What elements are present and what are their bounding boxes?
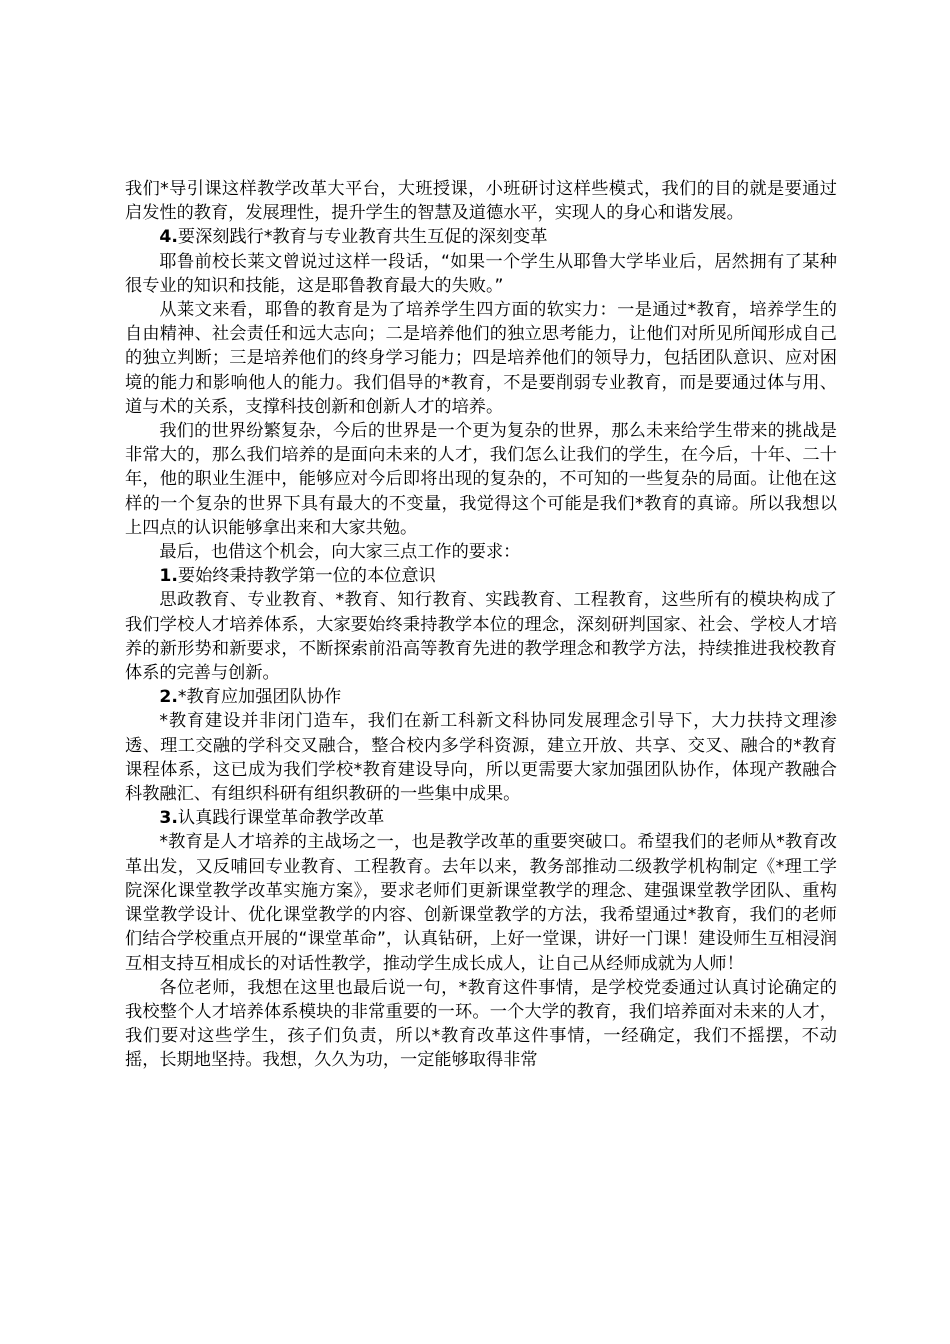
- document-body: [125, 177, 837, 1073]
- paragraph: 我们*导引课这样教学改革大平台，大班授课，小班研讨这样些模式，我们的目的就是要通过启发性的教育，发展理性，提升学生的智慧及道德水平，实现人的身心和谐发展。: [125, 179, 837, 224]
- section-heading: [125, 685, 837, 709]
- section-title: 要始终秉持教学第一位的本位意识: [177, 566, 436, 587]
- section-number: 4.: [159, 227, 178, 248]
- section-heading: [125, 225, 837, 249]
- paragraph: 从莱文来看，耶鲁的教育是为了培养学生四方面的软实力：一是通过*教育，培养学生的自由精神、社会责任和远大志向；二是培养他们的独立思考能力，让他们对所见所闻形成自己的独立判断；三是培养他们的终身学习能力；四是培养他们的领导力，包括团队意识、应对困境的能力和影响他人的能力。我们倡导的*教育，不是要削弱专业教育，而是要通过体与用、道与术的关系，支撑科技创新和创新人才的培养。: [125, 300, 837, 417]
- section-heading: [125, 806, 837, 830]
- paragraph: 我们的世界纷繁复杂，今后的世界是一个更为复杂的世界，那么未来给学生带来的挑战是非常大的，那么我们培养的是面向未来的人才，我们怎么让我们的学生，在今后，十年、二十年，他的职业生涯中，能够应对今后即将出现的复杂的，不可知的一些复杂的局面。让他在这样的一个复杂的世界下具有最大的不变量，我觉得这个可能是我们*教育的真谛。所以我想以上四点的认识能够拿出来和大家共勉。: [125, 421, 837, 538]
- paragraph: *教育建设并非闭门造车，我们在新工科新文科协同发展理念引导下，大力扶持文理渗透、理工交融的学科交叉融合，整合校内多学科资源，建立开放、共享、交叉、融合的*教育课程体系，这已成为我们学校*教育建设导向，所以更需要大家加强团队协作，体现产教融合科教融汇、有组织科研有组织教研的一些集中成果。: [125, 711, 837, 805]
- section-title: *教育应加强团队协作: [177, 687, 342, 708]
- paragraph: 各位老师，我想在这里也最后说一句，*教育这件事情，是学校党委通过认真讨论确定的我校整个人才培养体系模块的非常重要的一环。一个大学的教育，我们培养面对未来的人才，我们要对这些学生，孩子们负责，所以*教育改革这件事情，一经确定，我们不摇摆，不动摇，长期地坚持。我想，久久为功，一定能够取得非常: [125, 977, 837, 1071]
- paragraph: 思政教育、专业教育、*教育、知行教育、实践教育、工程教育，这些所有的模块构成了我们学校人才培养体系，大家要始终秉持教学本位的理念，深刻研判国家、社会、学校人才培养的新形势和新要求，不断探索前沿高等教育先进的教学理念和教学方法，持续推进我校教育体系的完善与创新。: [125, 590, 837, 684]
- section-title: 认真践行课堂革命教学改革: [177, 808, 385, 829]
- paragraph: 最后，也借这个机会，向大家三点工作的要求：: [159, 542, 521, 563]
- section-number: 1.: [159, 566, 178, 587]
- section-title: 要深刻践行*教育与专业教育共生互促的深刻变革: [177, 227, 548, 248]
- section-heading: [125, 564, 837, 588]
- paragraph: *教育是人才培养的主战场之一，也是教学改革的重要突破口。希望我们的老师从*教育改革出发，又反哺回专业教育、工程教育。去年以来，教务部推动二级教学机构制定《*理工学院深化课堂教学改革实施方案》，要求老师们更新课堂教学的理念、建强课堂教学团队、重构课堂教学设计、优化课堂教学的内容、创新课堂教学的方法，我希望通过*教育，我们的老师们结合学校重点开展的“课堂革命”，认真钻研，上好一堂课，讲好一门课！建设师生互相浸润互相支持互相成长的对话性教学，推动学生成长成人，让自己从经师成就为人师！: [125, 832, 837, 974]
- section-number: 2.: [159, 687, 178, 708]
- section-number: 3.: [159, 808, 178, 829]
- paragraph: 耶鲁前校长莱文曾说过这样一段话，“如果一个学生从耶鲁大学毕业后，居然拥有了某种很专业的知识和技能，这是耶鲁教育最大的失败。”: [125, 251, 837, 296]
